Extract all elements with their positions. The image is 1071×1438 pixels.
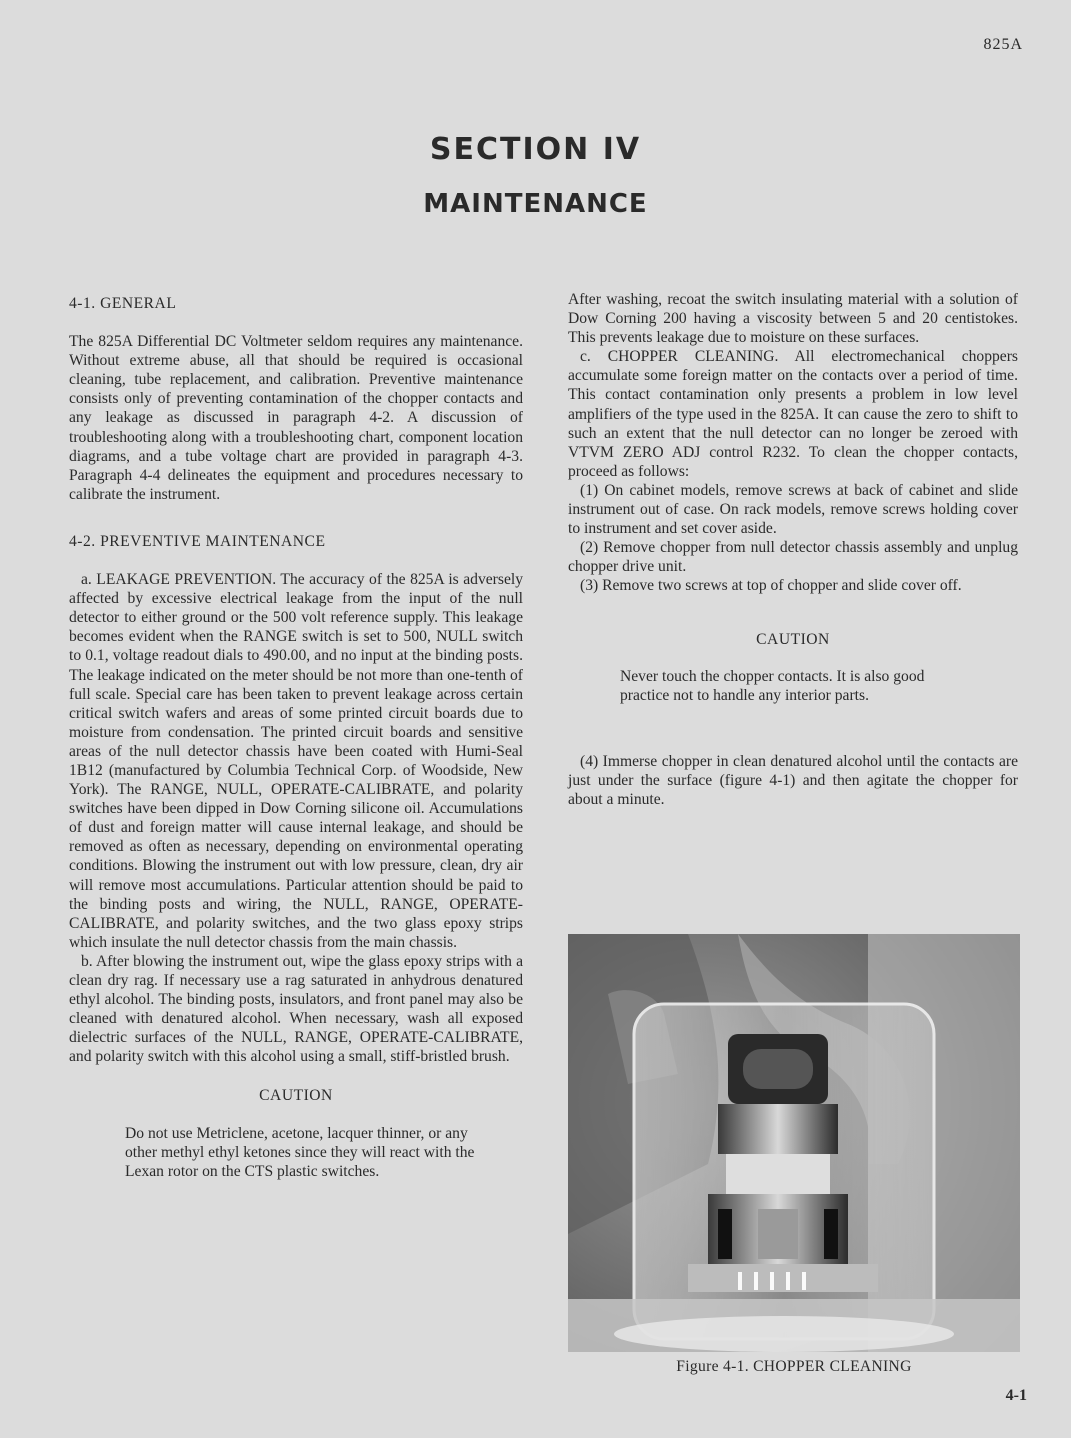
right-column <box>568 290 1018 809</box>
caution-title-right: CAUTION <box>756 630 830 648</box>
leakage-prevention-paragraph: a. LEAKAGE PREVENTION. The accuracy of the 825A is adversely affected by excessive electrical leakage from the input of the null detector to either ground or the 500 volt reference supply. This leakage becomes evident when the RANGE switch is set to 500, NULL switch to 0.1, voltage readout dials to 490.00, and no input at the binding posts. The leakage indicated on the meter should be not more than one-tenth of full scale. Special care has been taken to prevent leakage across certain critical switch wafers and areas of some printed circuit boards due to moisture from condensation. The printed circuit boards and sensitive areas of the null detector chassis have been coated with Humi-Seal 1B12 (manufactured by Columbia Technical Corp. of Woodside, New York). The RANGE, NULL, OPERATE-CALIBRATE, and polarity switches have been dipped in Dow Corning silicone oil. Accumulations of dust and foreign matter will cause internal leakage, and should be removed as often as necessary, depending on environmental operating conditions. Blowing the instrument out with low pressure, clean, dry air will remove most accumulations. Particular attention should be paid to the binding posts and wiring, the NULL, RANGE, OPERATE-CALIBRATE, and polarity switches, and the two glass epoxy strips which insulate the null detector chassis from the main chassis. <box>69 571 523 951</box>
step-1: (1) On cabinet models, remove screws at back of cabinet and slide instrument out of case. On rack models, remove screws holding cover to instrument and set cover aside. <box>568 481 1018 538</box>
heading-preventive-maintenance: 4-2. PREVENTIVE MAINTENANCE <box>69 532 326 550</box>
step-3: (3) Remove two screws at top of chopper and slide cover off. <box>580 577 962 595</box>
figure-caption: Figure 4-1. CHOPPER CLEANING <box>676 1358 912 1375</box>
cleaning-paragraph: b. After blowing the instrument out, wipe the glass epoxy strips with a clean dry rag. If necessary use a rag saturated in anhydrous denatured ethyl alcohol. The binding posts, insulators, and front panel may also be cleaned with denatured alcohol. When necessary, wash all exposed dielectric surfaces of the NULL, RANGE, OPERATE-CALIBRATE, and polarity switch with this alcohol using a small, stiff-bristled brush. <box>69 952 523 1066</box>
after-washing-paragraph: After washing, recoat the switch insulating material with a solution of Dow Corning 200 having a viscosity between 5 and 20 centistokes. This prevents leakage due to moisture on these surfaces. <box>568 291 1018 347</box>
chopper-cleaning-photo <box>568 934 1020 1352</box>
left-column <box>69 294 523 1181</box>
section-subtitle: MAINTENANCE <box>423 189 648 219</box>
section-heading: SECTION IV <box>429 132 642 167</box>
caution-text-right: Never touch the chopper contacts. It is also good practice not to handle any interior parts. <box>620 667 925 704</box>
caution-text-left: Do not use Metriclene, acetone, lacquer thinner, or any other methyl ethyl ketones since they will react with the Lexan rotor on the CTS plastic switches. <box>125 1124 475 1180</box>
chopper-in-beaker-illustration <box>568 934 1020 1352</box>
model-number: 825A <box>983 36 1023 53</box>
chopper-cleaning-paragraph: c. CHOPPER CLEANING. All electromechanical choppers accumulate some foreign matter on the contacts over a period of time. This contact contamination only presents a problem in low level amplifiers of the type used in the 825A. It can cause the zero to shift to such an extent that the null detector can no longer be zeroed with VTVM ZERO ADJ control R232. To clean the chopper contacts, proceed as follows: <box>568 348 1018 480</box>
heading-general: 4-1. GENERAL <box>69 295 177 312</box>
step-2: (2) Remove chopper from null detector chassis assembly and unplug chopper drive unit. <box>568 539 1018 576</box>
caution-title-left: CAUTION <box>259 1087 333 1105</box>
general-paragraph: The 825A Differential DC Voltmeter seldom requires any maintenance. Without extreme abuse, all that should be required is occasional cleaning, tube replacement, and calibration. Preventive maintenance consists only of preventing contamination of the chopper contacts and any leakage as discussed in paragraph 4-2. A discussion of troubleshooting along with a troubleshooting chart, component location diagrams, and a tube voltage chart are provided in paragraph 4-3. Paragraph 4-4 delineates the equipment and procedures necessary to calibrate the instrument. <box>69 333 523 503</box>
step-4: (4) Immerse chopper in clean denatured alcohol until the contacts are just under the surface (figure 4-1) and then agitate the chopper for about a minute. <box>568 752 1018 808</box>
page-number: 4-1 <box>1005 1387 1027 1404</box>
